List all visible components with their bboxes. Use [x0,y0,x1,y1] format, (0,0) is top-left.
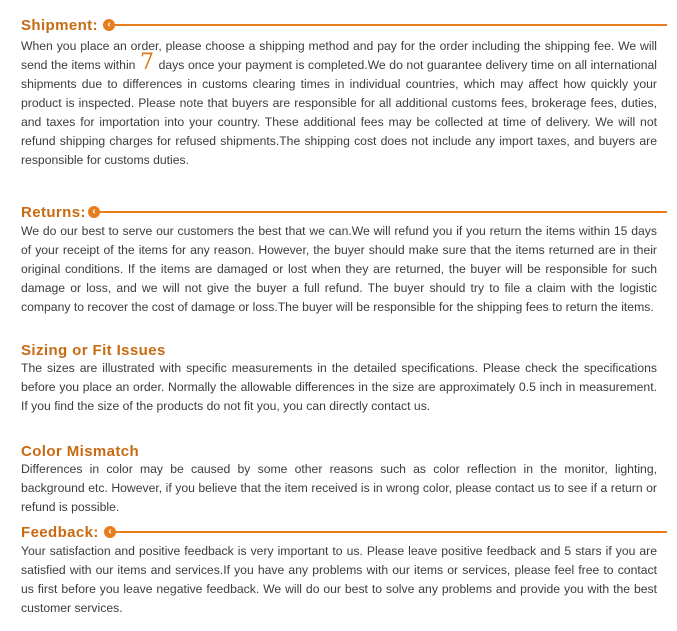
chevron-left-circle-icon: ‹ [103,19,115,31]
shipment-title: Shipment: [21,17,98,34]
color-mismatch-section [21,442,657,517]
shipment-header [21,16,657,38]
feedback-header [21,523,657,545]
sizing-text: The sizes are illustrated with specific measurements in the detailed specifications. Please check the specifications before you place an order. Normally the allowable differences in the size are approximately 0.5 inch in measurement. If you find the size of the products do not fit you, you can directly contact us. [21,361,657,413]
color-mismatch-header [21,442,657,460]
shipment-divider [115,24,667,26]
sizing-section [21,341,657,416]
color-mismatch-title: Color Mismatch [21,443,140,460]
returns-divider [100,211,667,213]
shipment-text-after: days once your payment is completed.We do not guarantee delivery time on all international shipments due to differences in customs clearing times in individual countries, which may affect how quickly your product is inspected. Please note that buyers are responsible for all additional customs fees, brokerage fees, duties, and taxes for importation into your country. These additional fees may be collected at time of delivery. We will not refund shipping charges for refused shipments.The shipping cost does not include any import taxes, and buyers are responsible for customs duties. [21,58,657,167]
returns-section [21,203,657,317]
sizing-header [21,341,657,359]
shipment-days-number: 7 [140,50,155,75]
returns-title: Returns: [21,204,86,221]
feedback-divider [116,531,667,533]
shipment-section [21,16,657,170]
returns-header [21,203,657,225]
sizing-title: Sizing or Fit Issues [21,342,166,359]
feedback-title: Feedback: [21,524,99,541]
shipment-text-before: When you place an order, please choose a shipping method and pay for the order including the shipping fee. We will send the items within [21,39,657,72]
feedback-section [21,523,657,618]
feedback-text: Your satisfaction and positive feedback is very important to us. Please leave positive feedback and 5 stars if you are satisfied with our items and services.If you have any problems with our items or services, please feel free to contact us first before you leave negative feedback. We will do our best to solve any problems and provide you with the best customer services. [21,544,657,615]
chevron-left-circle-icon: ‹ [104,526,116,538]
returns-text: We do our best to serve our customers the best that we can.We will refund you if you return the items within 15 days of your receipt of the items for any reason. However, the buyer should make sure that the items returned are in their original conditions. If the items are damaged or lost when they are returned, the buyer will be responsible for such damage or loss, and we will not give the buyer a full refund. The buyer should try to file a claim with the logistic company to recover the cost of damage or loss.The buyer will be responsible for the shipping fees to return the items. [21,224,657,314]
shipment-text [21,37,657,170]
chevron-left-circle-icon: ‹ [88,206,100,218]
color-mismatch-text: Differences in color may be caused by some other reasons such as color reflection in the monitor, lighting, background etc. However, if you believe that the item received is in wrong color, please contact us to see if a return or refund is possible. [21,462,657,514]
